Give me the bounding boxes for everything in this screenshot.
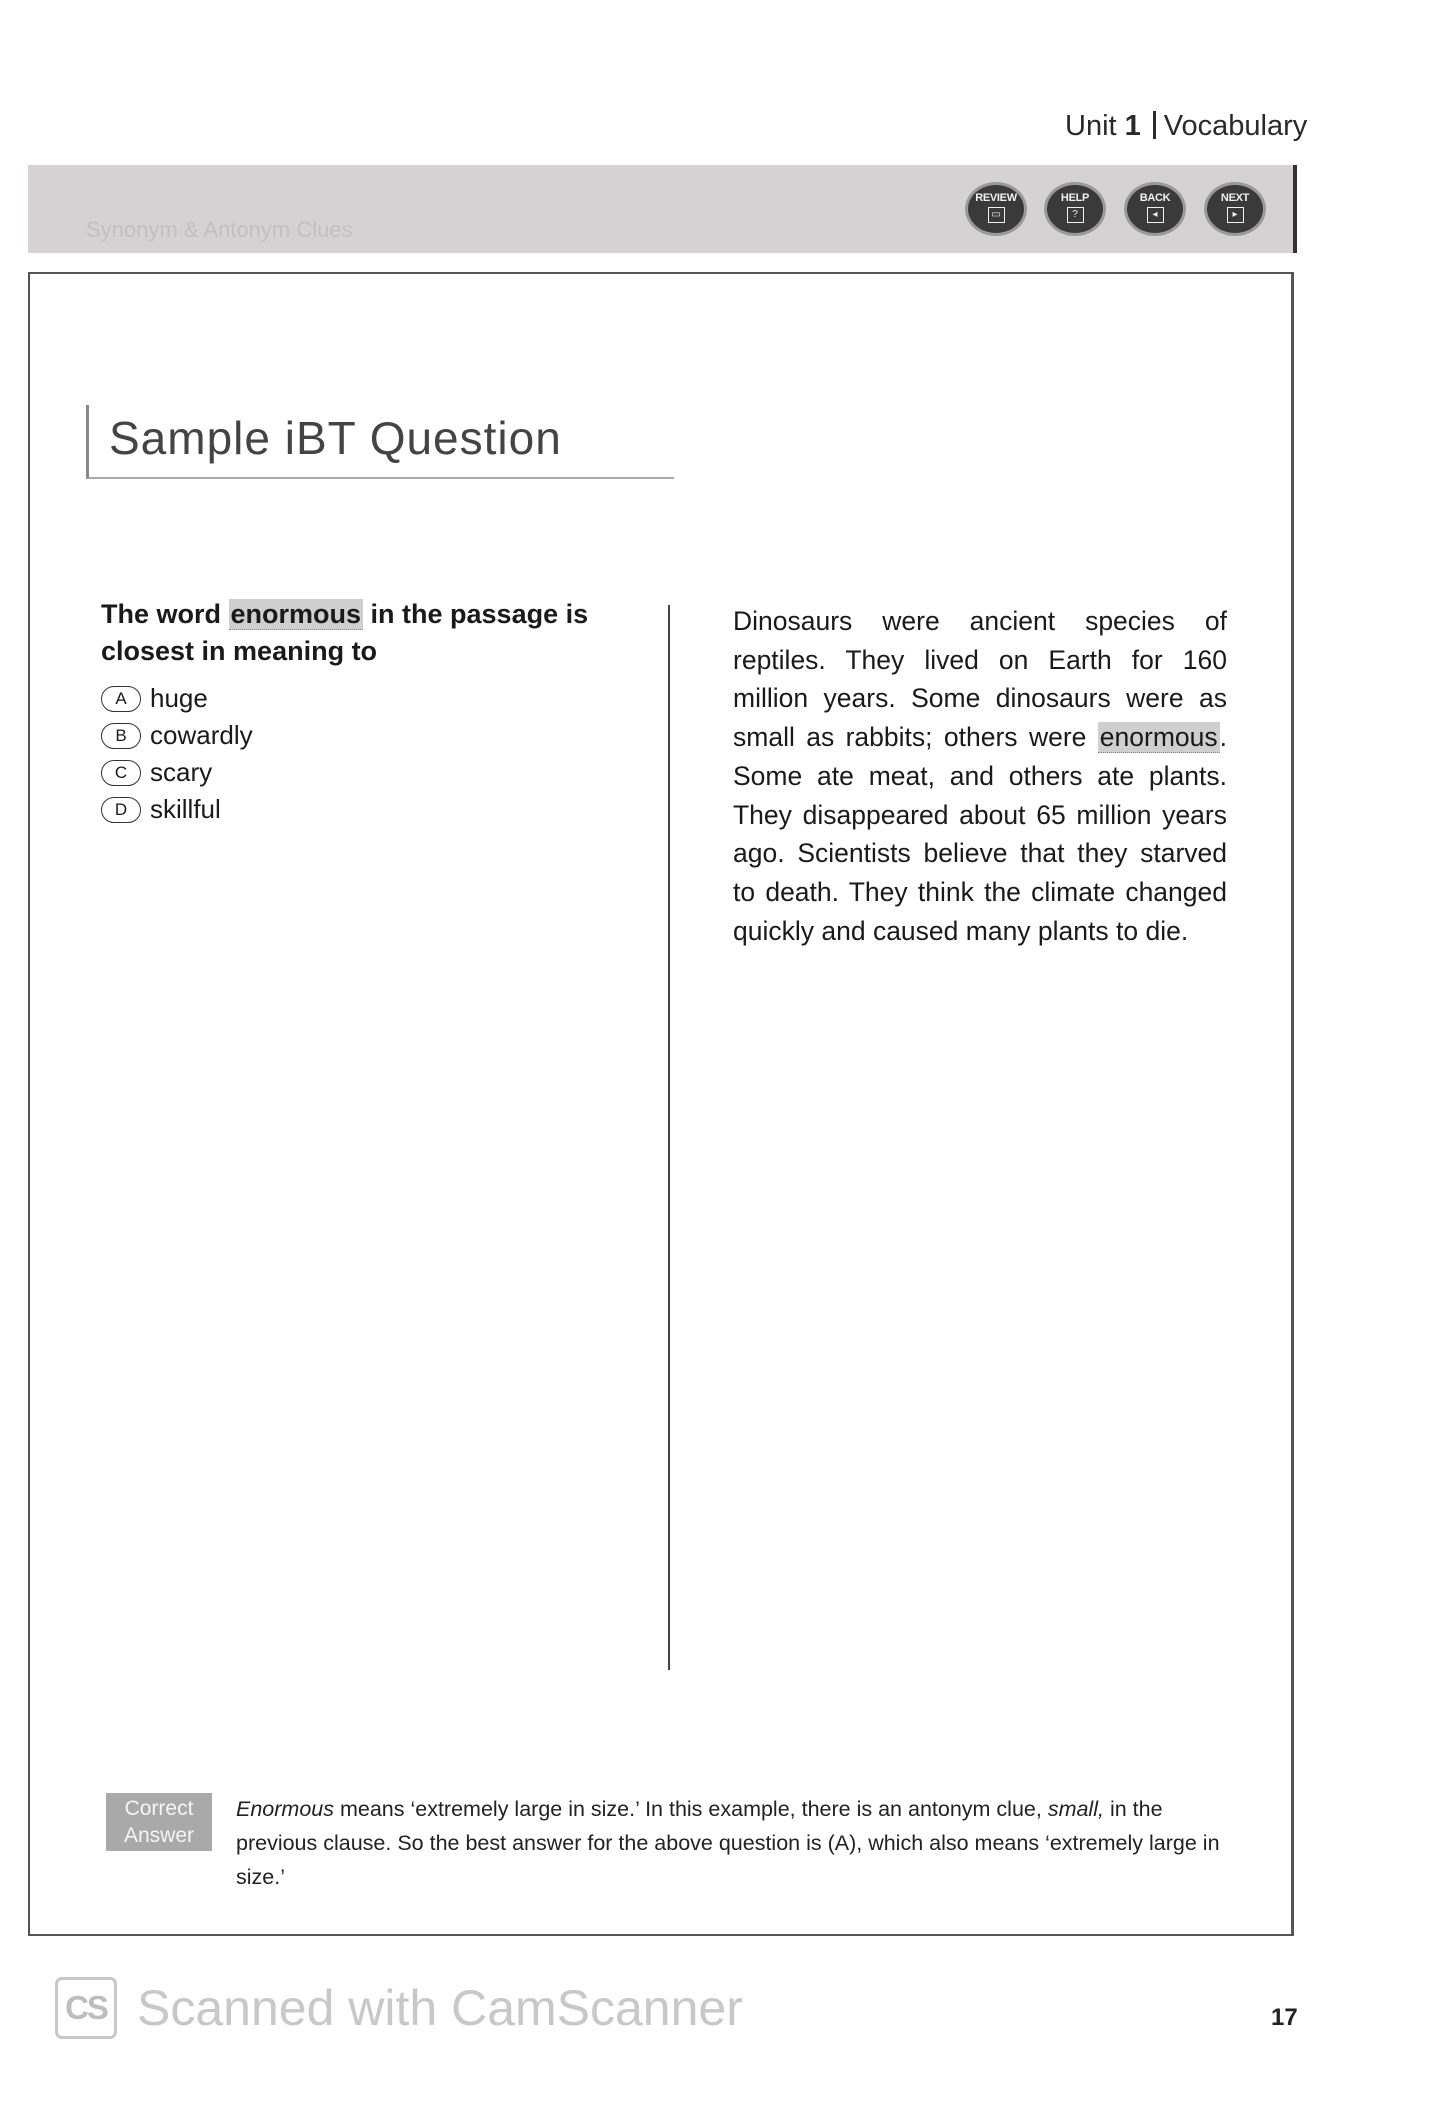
option-text: scary (150, 757, 213, 787)
toolbar (28, 165, 1297, 253)
question-frame (28, 272, 1294, 1936)
review-button[interactable] (965, 182, 1027, 236)
passage-text-after: . Some ate meat, and others ate plants. They disappeared about 65 million years ago. Scientists believe that they starved to death. They think the climate changed quickly and caused many plants to die. (733, 722, 1227, 946)
camscanner-logo-icon: CS (55, 1977, 117, 2039)
option-text: huge (150, 683, 208, 713)
option-letter: A (101, 686, 141, 712)
back-button[interactable] (1124, 182, 1186, 236)
section-label: Vocabulary (1163, 110, 1308, 142)
page-number: 17 (1271, 2004, 1298, 2031)
option-b[interactable] (101, 717, 253, 754)
option-letter: C (101, 760, 141, 786)
help-button-label: HELP (1060, 192, 1090, 204)
option-letter: D (101, 797, 141, 823)
unit-number: 1 (1124, 110, 1141, 142)
back-arrow-icon: ◂ (1147, 207, 1164, 223)
column-divider (668, 605, 670, 1670)
section-title-box (86, 405, 674, 479)
option-text: cowardly (150, 720, 253, 750)
review-button-label: REVIEW (975, 192, 1017, 204)
option-letter: B (101, 723, 141, 749)
question-highlight-word: enormous (230, 599, 362, 629)
answer-options (101, 680, 253, 828)
question-prefix: The word (101, 599, 229, 629)
option-d[interactable] (101, 791, 253, 828)
option-c[interactable] (101, 754, 253, 791)
help-icon: ? (1067, 207, 1084, 223)
answer-clue: small, (1047, 1797, 1104, 1821)
passage-highlight-word: enormous (1099, 722, 1218, 753)
unit-header (1065, 110, 1307, 143)
toolbar-ghost-text: Synonym & Antonym Clues (86, 217, 353, 242)
section-title: Sample iBT Question (109, 412, 562, 464)
answer-part-2: in the previous clause. So the best answer for the above question is (A), which also means ‘extremely large in size.’ (236, 1797, 1220, 1889)
unit-label: Unit (1065, 110, 1117, 142)
answer-part-1: means ‘extremely large in size.’ In this example, there is an antonym clue, (334, 1797, 1048, 1821)
folder-icon: ▭ (988, 207, 1005, 223)
passage-paragraph (733, 602, 1227, 950)
answer-explanation (236, 1792, 1223, 1894)
passage-text-before: Dinosaurs were ancient species of reptiles. They lived on Earth for 160 million years. Some dinosaurs were as small as rabbits; others were (733, 606, 1227, 753)
back-button-label: BACK (1139, 192, 1171, 204)
next-arrow-icon: ▸ (1227, 207, 1244, 223)
reading-passage (733, 602, 1227, 950)
header-divider (1153, 111, 1156, 139)
correct-answer-badge (106, 1793, 212, 1851)
question-suffix: in the passage is closest in meaning to (101, 599, 589, 666)
help-button[interactable] (1044, 182, 1106, 236)
next-button-label: NEXT (1220, 192, 1250, 204)
answer-term: Enormous (236, 1797, 334, 1821)
scanner-text: Scanned with CamScanner (137, 1980, 743, 2036)
option-text: skillful (150, 794, 221, 824)
badge-line-2: Answer (123, 1824, 195, 1847)
question-stem (101, 596, 621, 670)
option-a[interactable] (101, 680, 253, 717)
scanner-watermark (55, 1976, 743, 2040)
next-button[interactable] (1204, 182, 1266, 236)
badge-line-1: Correct (124, 1797, 194, 1820)
